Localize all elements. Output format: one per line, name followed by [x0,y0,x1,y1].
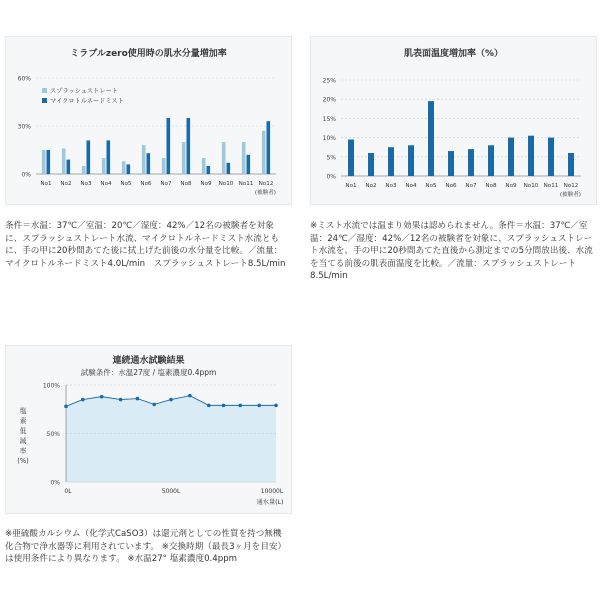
y-tick-label: 50% [46,431,60,438]
area-fill [66,396,276,482]
x-tick-label: No1 [345,183,357,189]
x-tick-label: No10 [523,183,539,189]
data-point [274,404,278,408]
y-axis-label-char: 率 [19,447,27,455]
data-point [169,398,173,402]
x-tick-label: No8 [485,183,497,189]
bar-マイクロトルネードミスト-No7 [167,118,171,174]
data-point [136,397,140,401]
x-axis-note: (被験者) [559,192,581,198]
chart-panel-temperature [310,36,597,205]
chart-caption: ※ミスト水流では温まり効果は認められません。条件＝水温：37℃／室温：24℃／湿度：42%／12名の被験者を対象に、スプラッシュストレート水流を、手の甲に20秒間あてた直後から測定までの5分間放出後、水流を当てる前後の肌表面温度を比較。／流量：スプラッシュストレート8.5L/min [310,221,593,282]
x-tick-label: No4 [405,183,417,189]
bar-肌表面温度増加率-No2 [368,153,374,176]
x-tick-label: No6 [445,183,457,189]
x-tick-label: No2 [60,181,72,187]
x-tick-label: No3 [385,183,397,189]
bar-スプラッシュストレート-No4 [102,158,106,174]
x-tick-label: No3 [80,181,92,187]
bar-マイクロトルネードミスト-No10 [227,163,231,174]
data-point [207,404,211,408]
x-tick-label: No12 [258,181,274,187]
legend-swatch-スプラッシュストレート [42,88,47,93]
bar-肌表面温度増加率-No4 [408,145,414,176]
y-tick-label: 25% [322,77,336,85]
chart-panel-flow-test [5,345,292,514]
x-tick-label: No12 [563,183,579,189]
bar-スプラッシュストレート-No2 [62,148,66,174]
bar-肌表面温度増加率-No11 [548,138,554,176]
chart-caption: ※亜硫酸カルシウム（化学式CaSO3）は還元剤としての性質を持つ無機化合物で浄水器等に利用されています。 ※交換時期（最長3ヶ月を目安）は使用条件により異なります。 ※水温27° 塩素濃度0.4ppm [5,529,287,565]
y-tick-label: 10% [322,135,336,143]
x-axis-label: 通水量(L) [256,499,284,506]
temperature-bar-chart [311,37,596,204]
chart-panel-moisture [5,36,292,205]
bar-スプラッシュストレート-No5 [122,161,126,174]
flow-test-line-chart [6,346,291,513]
x-tick-label: No11 [543,183,559,189]
bar-マイクロトルネードミスト-No6 [147,153,151,174]
legend-label: マイクロトルネードミスト [50,98,124,105]
bar-マイクロトルネードミスト-No12 [267,121,271,174]
y-axis-label-char: 減 [19,437,27,445]
bar-スプラッシュストレート-No7 [162,158,166,174]
chart-title: 連続通水試験結果 [112,356,185,366]
legend-swatch-マイクロトルネードミスト [42,98,47,103]
y-tick-label: 30% [17,123,31,131]
moisture-bar-chart [6,37,291,204]
bar-マイクロトルネードミスト-No3 [87,140,91,174]
bar-肌表面温度増加率-No12 [568,153,574,176]
data-point [257,404,261,408]
x-tick-label: 10000L [260,488,284,495]
bar-スプラッシュストレート-No12 [262,131,266,174]
data-point [188,394,192,398]
bar-肌表面温度増加率-No3 [388,147,394,176]
y-tick-label: 0% [21,171,31,179]
y-tick-label: 20% [322,96,336,104]
x-tick-label: No5 [120,181,132,187]
chart-title: ミラブルzero使用時の肌水分量増加率 [70,49,227,59]
x-tick-label: No5 [425,183,437,189]
x-tick-label: No9 [200,181,212,187]
x-tick-label: No7 [160,181,172,187]
bar-スプラッシュストレート-No9 [202,158,206,174]
bar-スプラッシュストレート-No10 [222,142,226,174]
bar-肌表面温度増加率-No5 [428,101,434,176]
bar-スプラッシュストレート-No3 [82,166,86,174]
bar-マイクロトルネードミスト-No8 [187,118,191,174]
y-tick-label: 100% [42,382,60,390]
x-tick-label: No9 [505,183,517,189]
bar-スプラッシュストレート-No11 [242,142,246,174]
y-axis-label-char: 低 [19,427,27,435]
bar-肌表面温度増加率-No9 [508,138,514,176]
x-tick-label: No11 [238,181,254,187]
bar-肌表面温度増加率-No10 [528,136,534,176]
data-point [152,403,156,407]
x-tick-label: No6 [140,181,152,187]
chart-subtitle: 試験条件：水温27度 / 塩素濃度0.4ppm [80,368,217,377]
y-tick-label: 15% [322,115,336,123]
data-point [100,395,104,399]
x-tick-label: No10 [218,181,234,187]
x-tick-label: No7 [465,183,477,189]
bar-肌表面温度増加率-No7 [468,149,474,176]
x-tick-label: No1 [40,181,52,187]
chart-title: 肌表面温度増加率（%） [403,49,504,59]
y-tick-label: 60% [17,75,31,83]
bar-マイクロトルネードミスト-No1 [47,150,51,174]
x-tick-label: No2 [365,183,377,189]
bar-スプラッシュストレート-No8 [182,142,186,174]
data-point [64,405,68,409]
chart-caption: 条件＝水温：37℃／室温：20℃／湿度：42%／12名の被験者を対象に、スプラッシュストレート水流、マイクロトルネードミスト水流ともに、手の甲に20秒間あてた後に拭上げた前後の水分量を比較。／流量：マイクロトルネードミスト4.0L/min スプラッシュストレート8.5L/min [5,221,286,269]
x-tick-label: No4 [100,181,112,187]
x-tick-label: 0L [64,488,72,495]
y-tick-label: 5% [326,154,336,162]
bar-肌表面温度増加率-No1 [348,140,354,176]
bar-マイクロトルネードミスト-No5 [127,164,131,174]
bar-マイクロトルネードミスト-No9 [207,166,211,174]
data-point [81,398,85,402]
bar-スプラッシュストレート-No1 [42,150,46,174]
y-axis-label-char: 塩 [19,407,27,415]
y-axis-label-char: (%) [17,457,29,465]
x-axis-note: (被験者) [254,190,276,196]
y-tick-label: 0% [50,479,60,487]
data-point [239,404,243,408]
legend-label: スプラッシュストレート [50,88,118,95]
data-point [222,404,226,408]
bar-肌表面温度増加率-No6 [448,151,454,176]
bar-肌表面温度増加率-No8 [488,145,494,176]
y-tick-label: 0% [326,173,336,181]
bar-マイクロトルネードミスト-No11 [247,155,251,174]
data-point [119,398,123,402]
bar-スプラッシュストレート-No6 [142,145,146,174]
x-tick-label: 5000L [161,488,181,495]
y-axis-label-char: 素 [19,417,27,425]
bar-マイクロトルネードミスト-No4 [107,140,111,174]
x-tick-label: No8 [180,181,192,187]
bar-マイクロトルネードミスト-No2 [67,160,71,174]
